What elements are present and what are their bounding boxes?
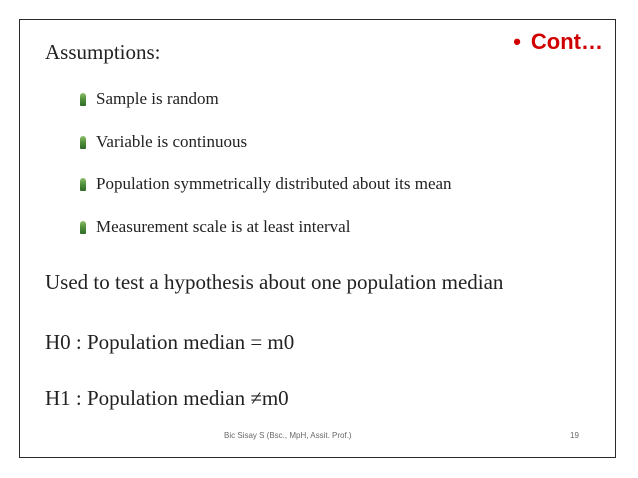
- leaf-bullet-icon: [80, 136, 86, 149]
- leaf-bullet-icon: [80, 93, 86, 106]
- assumption-item: [80, 132, 452, 175]
- assumption-text: Sample is random: [96, 89, 219, 108]
- footer-author: Bic Sisay S (Bsc., MpH, Assit. Prof.): [224, 431, 352, 440]
- continued-text: Cont…: [530, 29, 603, 54]
- assumption-list: [80, 89, 452, 259]
- alternative-hypothesis: H1 : Population median ≠m0: [45, 386, 289, 410]
- test-statement: Used to test a hypothesis about one population median: [45, 270, 504, 294]
- continued-bullet: •: [513, 29, 521, 54]
- assumption-text: Variable is continuous: [96, 131, 248, 151]
- assumption-text: Measurement scale is at least interval: [96, 216, 351, 236]
- null-hypothesis: H0 : Population median = m0: [45, 330, 295, 354]
- assumption-item: [80, 217, 452, 260]
- assumptions-heading: Assumptions:: [45, 40, 161, 64]
- page-number: 19: [570, 431, 579, 440]
- assumption-item: [80, 174, 452, 217]
- leaf-bullet-icon: [80, 221, 86, 234]
- assumption-item: [80, 89, 452, 132]
- leaf-bullet-icon: [80, 178, 86, 191]
- assumption-text: Population symmetrically distributed about its mean: [96, 174, 452, 193]
- continued-label: [513, 29, 603, 55]
